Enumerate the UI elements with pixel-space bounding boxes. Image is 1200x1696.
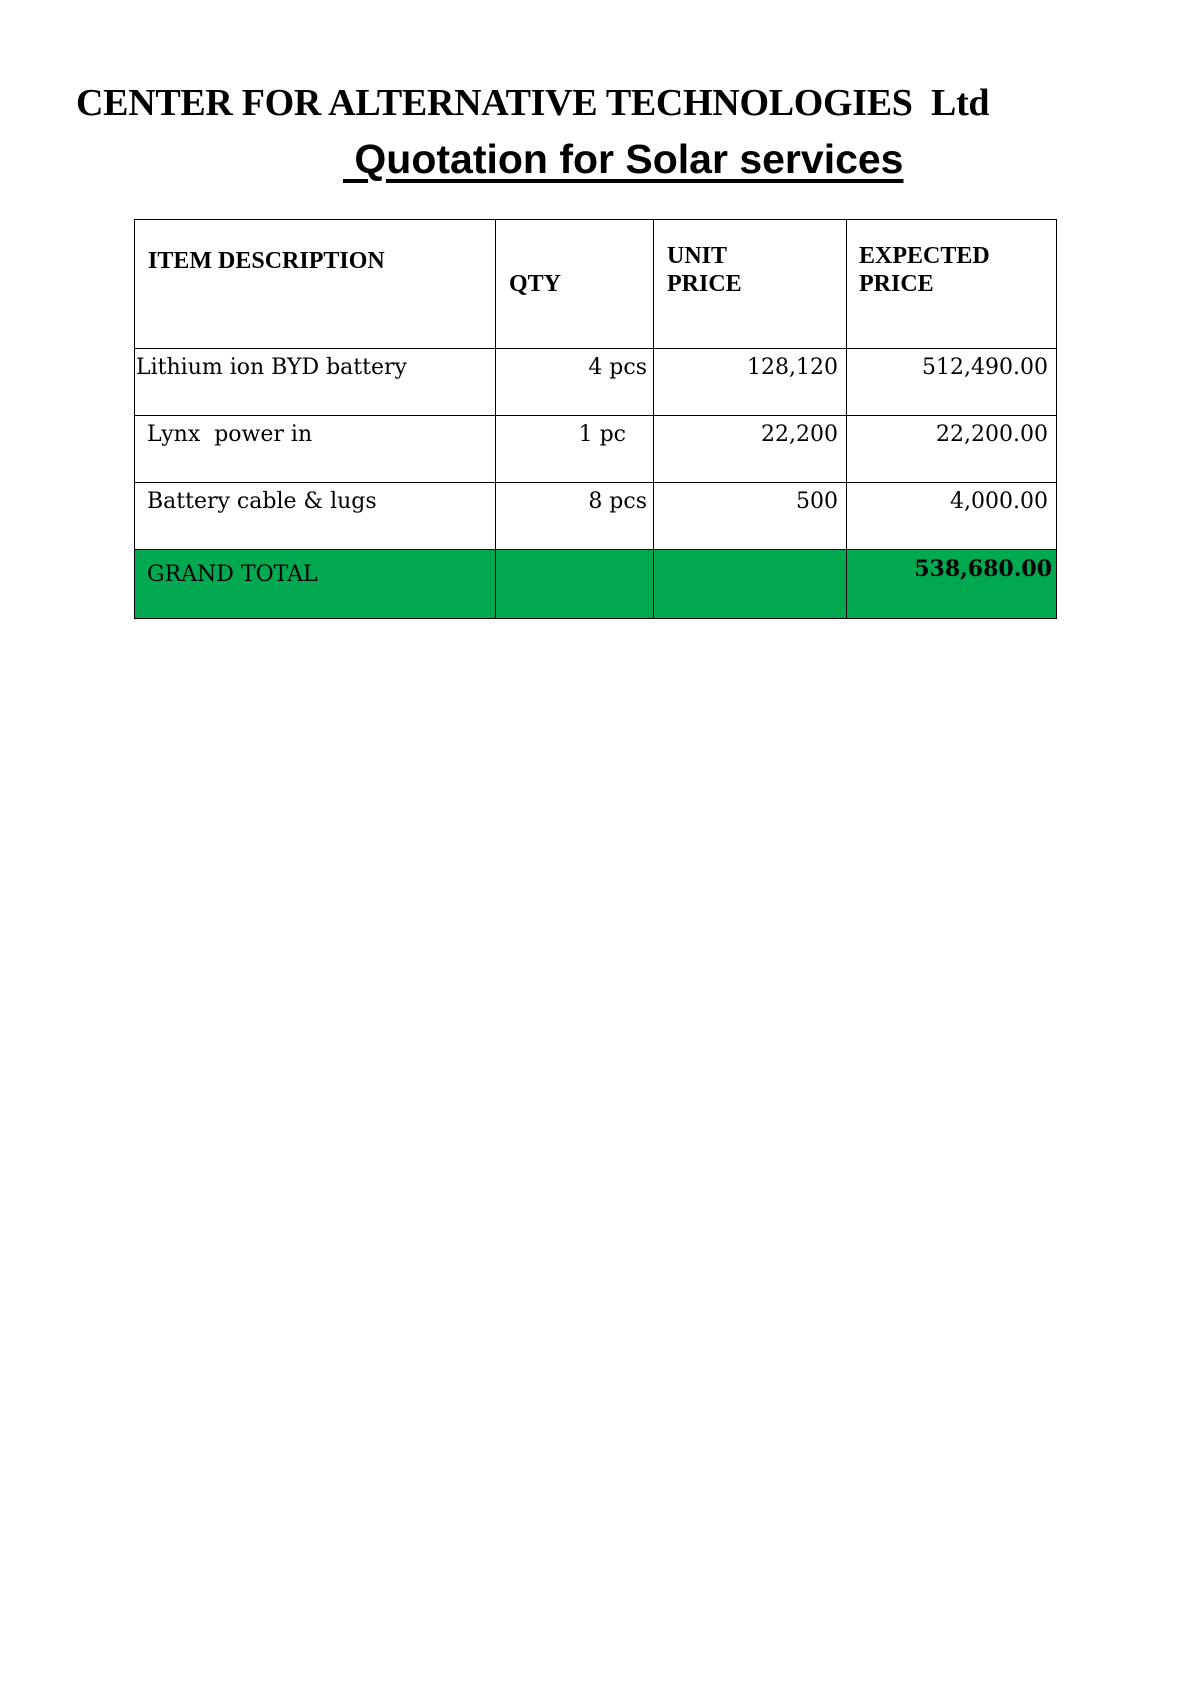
grand-total-row [135,550,1057,619]
item-description: Lynx power in [135,416,496,483]
column-header-expected-price: EXPECTED PRICE [847,220,1057,349]
grand-total-empty-unit [654,550,847,619]
column-header-description: ITEM DESCRIPTION [135,220,496,349]
item-unit-price: 128,120 [654,349,847,416]
table-header-row [135,220,1057,349]
item-unit-price: 500 [654,483,847,550]
column-header-unit-price: UNIT PRICE [654,220,847,349]
item-expected-price: 4,000.00 [847,483,1057,550]
grand-total-amount: 538,680.00 [847,550,1057,619]
table-row [135,483,1057,550]
grand-total-empty-qty [496,550,654,619]
company-name: CENTER FOR ALTERNATIVE TECHNOLOGIES Ltd [76,82,990,124]
column-header-qty: QTY [496,220,654,349]
item-expected-price: 22,200.00 [847,416,1057,483]
table-row [135,416,1057,483]
item-description: Lithium ion BYD battery [135,349,496,416]
quotation-table [134,219,1057,619]
grand-total-label: GRAND TOTAL [135,550,496,619]
item-unit-price: 22,200 [654,416,847,483]
item-qty: 8 pcs [496,483,654,550]
table-row [135,349,1057,416]
item-qty: 4 pcs [496,349,654,416]
item-description: Battery cable & lugs [135,483,496,550]
item-qty: 1 pc [496,416,654,483]
quotation-title: Quotation for Solar services [343,136,904,182]
item-expected-price: 512,490.00 [847,349,1057,416]
